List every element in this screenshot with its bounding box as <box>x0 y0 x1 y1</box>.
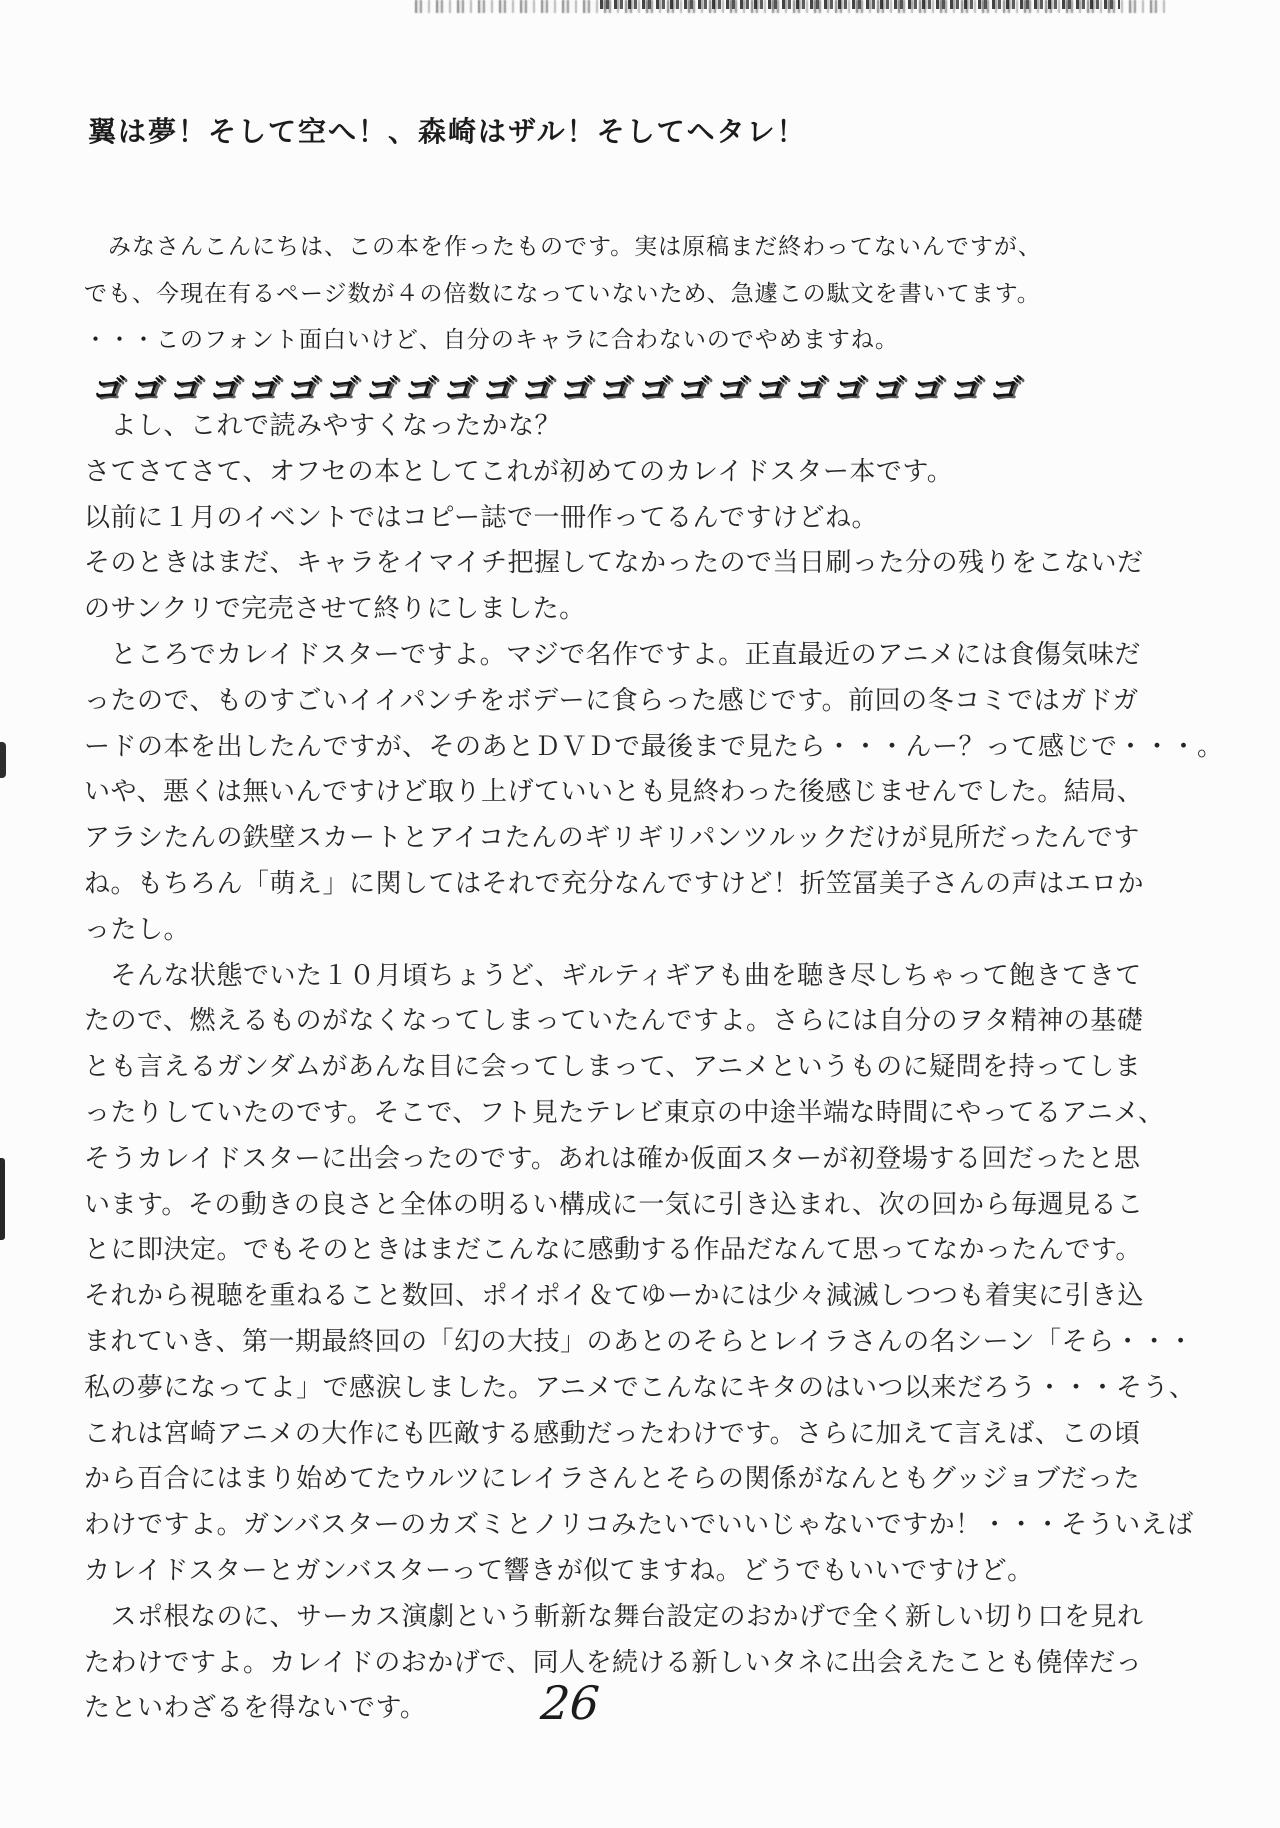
body-text-line: そうカレイドスターに出会ったのです。あれは確か仮面スターが初登場する回だったと思 <box>84 1143 1141 1174</box>
intro-text-line: みなさんこんにちは、この本を作ったものです。実は原稿まだ終わってないんですが、 <box>84 234 1042 260</box>
body-text-line: 私の夢になってよ」で感涙しました。アニメでこんなにキタのはいつ以来だろう・・・そう、 <box>84 1372 1196 1403</box>
body-text-line: そんな状態でいた１０月頃ちょうど、ギルティギアも曲を聴き尽しちゃって飽きてきて <box>84 960 1142 991</box>
scan-artifact-top-streaks <box>415 0 1165 13</box>
intro-paragraph <box>84 224 1164 364</box>
body-text-line: 以前に１月のイベントではコピー誌で一冊作ってるんですけどね。 <box>84 502 878 533</box>
body-text-line: ったし。 <box>84 914 191 945</box>
body-text-line: います。その動きの良さと全体の明るい構成に一気に引き込まれ、次の回から毎週見るこ <box>84 1189 1144 1220</box>
body-text-line: から百合にはまり始めてたウルツにレイラさんとそらの関係がなんともグッジョブだった <box>84 1464 1141 1495</box>
body-text-line: ったので、ものすごいイイパンチをボデーに食らった感じです。前回の冬コミではガドガ <box>84 685 1139 716</box>
body-text-line: とも言えるガンダムがあんな目に会ってしまって、アニメというものに疑問を持ってしま <box>84 1052 1142 1083</box>
intro-text-line: でも、今現在有るページ数が４の倍数になっていないため、急遽この駄文を書いてます。 <box>84 280 1041 307</box>
body-text-line: アラシたんの鉄壁スカートとアイコたんのギリギリパンツルックだけが見所だったんです <box>84 823 1140 854</box>
intro-text-line: ・・・このフォント面白いけど、自分のキャラに合わないのでやめますね。 <box>84 327 899 353</box>
body-text-line: たわけですよ。カレイドのおかげで、同人を続ける新しいタネに出会えたことも僥倖だっ <box>84 1647 1143 1678</box>
body-text-line: それから視聴を重ねること数回、ポイポイ＆てゆーかには少々減滅しつつも着実に引き込 <box>84 1281 1145 1312</box>
body-text-line: たので、燃えるものがなくなってしまっていたんですよ。さらには自分のヲタ精神の基礎 <box>84 1006 1144 1037</box>
body-text-line: そのときはまだ、キャラをイマイチ把握してなかったので当日刷った分の残りをこないだ <box>84 548 1144 579</box>
body-text-line: ところでカレイドスターですよ。マジで名作ですよ。正直最近のアニメには食傷気味だ <box>84 639 1141 670</box>
body-text-line: のサンクリで完売させて終りにしました。 <box>84 594 586 625</box>
body-text-line: これは宮崎アニメの大作にも匹敵する感動だったわけです。さらに加えて言えば、この頃 <box>84 1418 1141 1449</box>
body-text-line: ったりしていたのです。そこで、フト見たテレビ東京の中途半端な時間にやってるアニメ、 <box>84 1097 1165 1128</box>
body-paragraphs <box>84 404 1224 1732</box>
body-text-line: ね。もちろん「萌え」に関してはそれで充分なんですけど！折笠冨美子さんの声はエロか <box>84 868 1145 899</box>
body-text-line: とに即決定。でもそのときはまだこんなに感動する作品だなんて思ってなかったんです。 <box>84 1235 1142 1266</box>
body-text-line: ードの本を出したんですが、そのあとＤＶＤで最後まで見たら・・・んー？って感じで・・・。 <box>84 731 1224 762</box>
page-number: 26 <box>538 1676 602 1730</box>
scan-artifact-top-streaks-dark <box>600 0 1120 9</box>
body-text-line: わけですよ。ガンバスターのカズミとノリコみたいでいいじゃないですか！・・・そういえば <box>84 1510 1194 1541</box>
scan-artifact-left-binding-mark <box>0 1158 5 1240</box>
scan-artifact-left-mark <box>0 742 6 778</box>
body-text-line: さてさてさて、オフセの本としてこれが初めてのカレイドスター本です。 <box>84 456 954 487</box>
body-text-line: カレイドスターとガンバスターって響きが似てますね。どうでもいいですけど。 <box>84 1555 1034 1586</box>
sfx-gogogo-line: ゴゴゴゴゴゴゴゴゴゴゴゴゴゴゴゴゴゴゴゴゴゴゴゴ <box>90 372 1033 407</box>
body-text-line: まれていき、第一期最終回の「幻の大技」のあとのそらとレイラさんの名シーン「そら・・・ <box>84 1326 1195 1357</box>
body-text-line: よし、これで読みやすくなったかな？ <box>84 411 562 441</box>
body-text-line: たといわざるを得ないです。 <box>84 1693 427 1724</box>
page-title: 翼は夢！そして空へ！、森崎はザル！そしてヘタレ！ <box>88 115 807 148</box>
body-text-line: スポ根なのに、サーカス演劇という斬新な舞台設定のおかげで全く新しい切り口を見れ <box>84 1601 1144 1632</box>
body-text-line: いや、悪くは無いんですけど取り上げていいとも見終わった後感じませんでした。結局、 <box>84 777 1144 808</box>
